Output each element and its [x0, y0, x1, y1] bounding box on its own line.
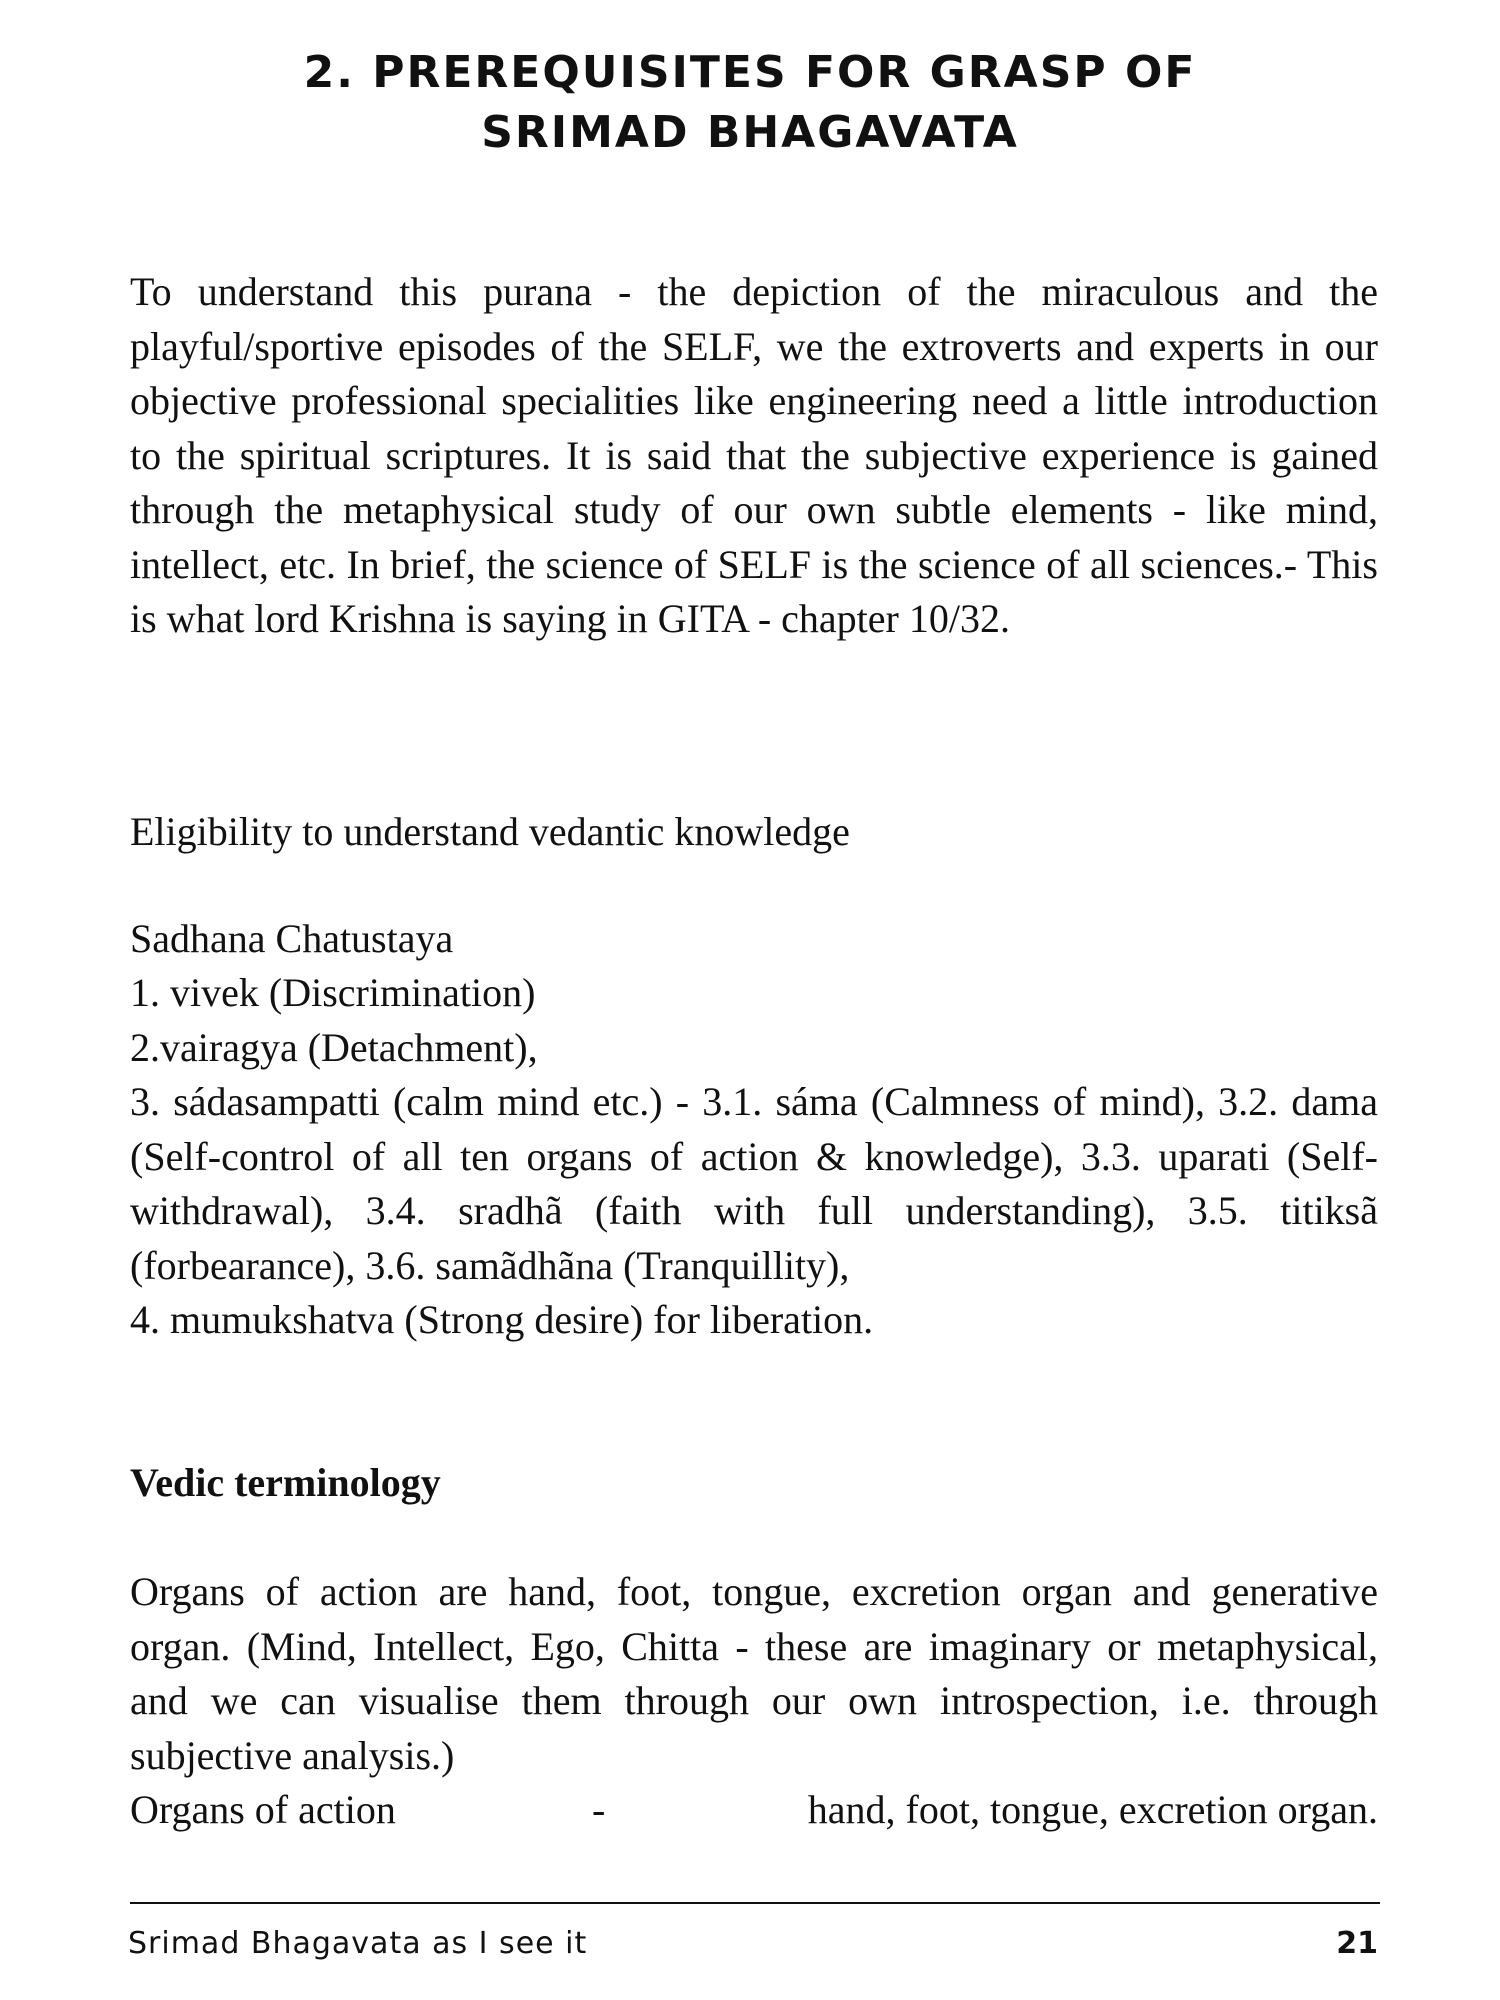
- page-number: 21: [1336, 1926, 1378, 1961]
- intro-paragraph: To understand this purana - the depiction of the miraculous and the playful/sportive episodes of the SELF, we the extroverts and experts in our objective professional specialities like engineering need a little introduction to the spiritual scriptures. It is said that the subjective experience is gained through the metaphysical study of our own subtle elements - like mind, intellect, etc. In brief, the science of SELF is the science of all sciences.- This is what lord Krishna is saying in GITA - chapter 10/32.: [130, 269, 1378, 641]
- sadhana-title: Sadhana Chatustaya: [130, 916, 454, 961]
- organs-separator: -: [592, 1787, 606, 1832]
- organs-of-action-row: [130, 1783, 1378, 1837]
- sadhana-list: [130, 966, 1378, 1348]
- organs-definition: hand, foot, tongue, excretion organ.: [807, 1787, 1378, 1832]
- footer-book-title: Srimad Bhagavata as I see it: [128, 1926, 588, 1961]
- sadhana-item: 4. mumukshatva (Strong desire) for liberation.: [130, 1297, 874, 1342]
- sadhana-item: 1. vivek (Discrimination): [130, 970, 536, 1015]
- footer-divider: [130, 1902, 1380, 1904]
- organs-term: Organs of action: [130, 1787, 396, 1832]
- eligibility-heading: Eligibility to understand vedantic knowledge: [130, 809, 850, 854]
- chapter-title-line-2: SRIMAD BHAGAVATA: [481, 107, 1019, 158]
- sadhana-item: 2.vairagya (Detachment),: [130, 1024, 538, 1070]
- organs-paragraph: Organs of action are hand, foot, tongue, excretion organ and generative organ. (Mind, Intellect, Ego, Chitta - these are imaginary or metaphysical, and we can visualise them through our own introspection, i.e. through subjective analysis.): [130, 1569, 1378, 1778]
- chapter-title-line-1: 2. PREREQUISITES FOR GRASP OF: [303, 47, 1197, 98]
- vedic-terminology-heading: Vedic terminology: [130, 1460, 441, 1505]
- sadhana-item: 3. sádasampatti (calm mind etc.) - 3.1. sáma (Calmness of mind), 3.2. dama (Self-control of all ten organs of action & knowledge), 3.3. uparati (Self-withdrawal), 3.4. sradhã (faith with full understanding), 3.5. titiksã (forbearance), 3.6. samãdhãna (Tranquillity),: [130, 1079, 1378, 1288]
